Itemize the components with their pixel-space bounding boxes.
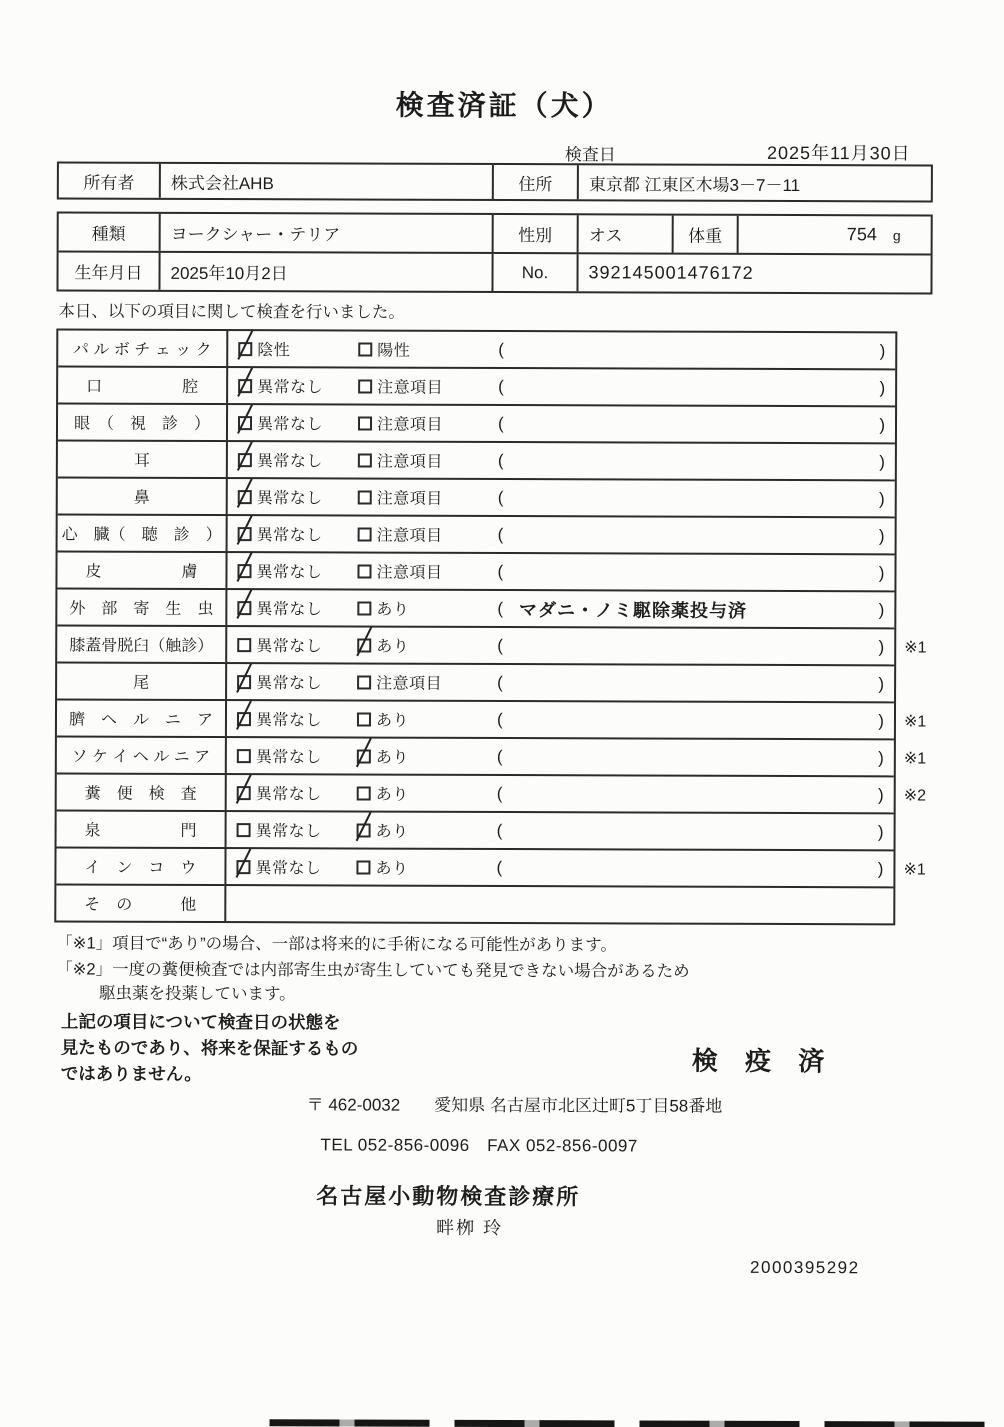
checkbox xyxy=(237,675,251,689)
remark-mark: ※1 xyxy=(903,860,926,878)
checkbox xyxy=(357,638,371,652)
exam-item-label: 心 臓（ 聴 診 ） xyxy=(58,515,228,551)
pet-row-2 xyxy=(58,250,930,292)
checkbox xyxy=(238,416,252,430)
result-note-area xyxy=(490,857,893,878)
paren-close: ) xyxy=(878,636,885,656)
exam-row xyxy=(57,698,927,738)
exam-option-2 xyxy=(357,707,491,730)
remark-mark: ※1 xyxy=(904,638,927,656)
paren-close: ) xyxy=(877,858,884,878)
result-note-area xyxy=(491,783,894,804)
option-label: あり xyxy=(376,638,410,656)
exam-date-label: 検査日 xyxy=(564,145,616,165)
exam-row xyxy=(57,550,894,590)
exam-item-label: 泉 門 xyxy=(57,811,227,847)
paren-open: ( xyxy=(496,820,503,840)
scan-artifact xyxy=(270,1419,1002,1427)
pet-table xyxy=(56,211,932,294)
option-label: 注意項目 xyxy=(376,453,443,471)
birthdate-label: 生年月日 xyxy=(74,263,143,283)
address-value: 東京都 江東区木場3－7－11 xyxy=(577,165,931,200)
result-note-area xyxy=(492,339,895,360)
exam-option-1 xyxy=(228,374,358,397)
disclaimer-text xyxy=(61,1008,359,1087)
exam-option-2 xyxy=(357,744,491,767)
breed-value: ヨークシャー・テリア xyxy=(159,214,492,252)
address-label: 住所 xyxy=(492,165,577,199)
result-note-area xyxy=(492,376,895,397)
exam-option-1 xyxy=(227,818,357,841)
paren-close: ) xyxy=(878,747,884,767)
paren-open: ( xyxy=(497,450,504,470)
exam-option-1 xyxy=(227,670,357,693)
exam-item-label: 外 部 寄 生 虫 xyxy=(57,589,227,625)
exam-row xyxy=(58,330,895,368)
exam-row xyxy=(56,883,893,923)
exam-row xyxy=(57,587,894,627)
result-note-area xyxy=(492,413,895,434)
checkbox xyxy=(357,601,371,615)
paren-open: ( xyxy=(497,413,504,433)
option-label: 異常なし xyxy=(255,823,322,841)
exam-option-1 xyxy=(227,744,357,767)
checkbox xyxy=(238,342,252,356)
exam-item-label: イ ン コ ウ xyxy=(56,848,226,884)
option-label: 陰性 xyxy=(257,342,291,360)
exam-option-1 xyxy=(227,707,357,730)
exam-option-1 xyxy=(227,596,357,619)
exam-row xyxy=(58,513,895,553)
paren-close: ) xyxy=(879,414,886,434)
option-label: 注意項目 xyxy=(376,416,444,434)
paren-close: ) xyxy=(879,340,886,360)
paren-close: ) xyxy=(878,673,885,693)
exam-option-2 xyxy=(357,559,491,582)
checkbox xyxy=(356,860,370,874)
exam-option-2 xyxy=(358,448,492,471)
pet-row-1 xyxy=(59,213,931,253)
paren-open: ( xyxy=(496,857,503,877)
paren-open: ( xyxy=(497,524,504,544)
paren-open: ( xyxy=(497,598,504,618)
paren-open: ( xyxy=(497,672,503,692)
option-label: 注意項目 xyxy=(376,527,443,545)
exam-option-2 xyxy=(358,374,492,397)
exam-item-label: 膝蓋骨脱臼（触診） xyxy=(57,626,227,662)
owner-table xyxy=(57,161,933,202)
checkbox xyxy=(237,823,251,837)
weight-label: 体重 xyxy=(672,216,737,253)
exam-item-label: ソ ケ イ ヘ ル ニ ア xyxy=(57,737,227,773)
checkbox xyxy=(237,749,251,763)
option-label: あり xyxy=(375,749,409,767)
option-label: 異常なし xyxy=(255,749,322,767)
exam-option-1 xyxy=(228,485,358,508)
checkbox xyxy=(237,786,251,800)
checkbox xyxy=(237,564,251,578)
exam-row xyxy=(57,809,894,849)
checkbox xyxy=(358,379,372,393)
option-label: あり xyxy=(375,823,409,841)
result-note-area xyxy=(491,746,894,767)
exam-option-2 xyxy=(357,633,491,656)
exam-row xyxy=(56,846,926,886)
result-note-area xyxy=(491,595,894,622)
paren-open: ( xyxy=(496,709,503,729)
number-label: No. xyxy=(491,254,576,291)
sex-label: 性別 xyxy=(492,215,577,252)
checkbox xyxy=(358,453,372,467)
paren-open: ( xyxy=(498,339,504,359)
weight-cell xyxy=(737,216,931,254)
option-label: 異常なし xyxy=(256,416,324,434)
exam-option-1 xyxy=(226,855,356,878)
option-label: 異常なし xyxy=(256,527,323,545)
paren-close: ) xyxy=(878,710,885,730)
option-label: あり xyxy=(375,712,410,730)
exam-option-2 xyxy=(357,781,491,804)
remark-mark: ※1 xyxy=(903,712,927,730)
exam-option-2 xyxy=(357,670,491,693)
exam-item-label: 臍 ヘ ル ニ ア xyxy=(57,700,227,736)
result-note-area xyxy=(491,820,894,841)
result-note-area xyxy=(492,487,895,508)
exam-item-label: そ の 他 xyxy=(56,885,226,921)
paren-open: ( xyxy=(497,487,504,507)
footnote-2-line-2: 駆虫薬を投薬しています。 xyxy=(98,984,296,1004)
paren-close: ) xyxy=(879,377,886,397)
exam-option-1 xyxy=(227,559,357,582)
result-note-area xyxy=(491,635,894,656)
owner-label: 所有者 xyxy=(83,173,135,193)
paren-close: ) xyxy=(877,821,884,841)
exam-option-2 xyxy=(357,596,491,619)
sex-value: オス xyxy=(577,215,672,252)
paren-close: ) xyxy=(878,599,885,619)
option-label: あり xyxy=(375,860,409,878)
paren-close: ) xyxy=(879,488,885,508)
option-label: 異常なし xyxy=(256,490,323,508)
exam-row xyxy=(57,624,927,664)
exam-option-1 xyxy=(228,522,358,545)
paren-open: ( xyxy=(498,376,504,396)
quarantine-stamp: 検 疫 済 xyxy=(691,1045,835,1077)
option-label: 異常なし xyxy=(256,453,323,471)
option-label: あり xyxy=(376,601,410,619)
option-label: 異常なし xyxy=(255,786,322,804)
exam-item-label: 耳 xyxy=(58,441,228,477)
veterinarian-name: 畔栁 玲 xyxy=(436,1217,504,1239)
checkbox xyxy=(358,416,372,430)
footnote-1: 「※1」項目で“あり”の場合、一部は将来的に手術になる可能性があります。 xyxy=(56,934,617,955)
paren-open: ( xyxy=(496,746,503,766)
option-label: 異常なし xyxy=(256,601,323,619)
checkbox xyxy=(237,638,251,652)
option-label: 異常なし xyxy=(255,860,322,878)
exam-option-1 xyxy=(228,411,358,434)
clinic-name: 名古屋小動物検査診療所 xyxy=(316,1183,581,1210)
paren-close: ) xyxy=(879,451,885,471)
exam-option-2 xyxy=(358,485,492,508)
checkbox xyxy=(357,564,371,578)
weight-unit: g xyxy=(892,226,901,243)
paren-close: ) xyxy=(878,784,884,804)
intro-text: 本日、以下の項目に関して検査を行いました。 xyxy=(58,302,405,322)
result-note-area xyxy=(492,524,895,545)
exam-option-1 xyxy=(228,448,358,471)
exam-item-label: 糞 便 検 査 xyxy=(57,774,227,810)
exam-option-2 xyxy=(356,855,490,878)
checkbox xyxy=(357,749,371,763)
checkbox xyxy=(238,490,252,504)
checkbox xyxy=(357,823,371,837)
paren-open: ( xyxy=(497,561,504,581)
option-label: 異常なし xyxy=(257,379,324,397)
checkbox xyxy=(238,379,252,393)
exam-option-2 xyxy=(358,411,492,434)
option-label: 異常なし xyxy=(256,564,323,582)
exam-item-label: 皮 膚 xyxy=(57,552,227,588)
option-label: あり xyxy=(375,786,409,804)
checkbox xyxy=(358,527,372,541)
checkbox xyxy=(358,490,372,504)
paren-close: ) xyxy=(878,562,885,582)
exam-row xyxy=(58,365,895,405)
exam-option-2 xyxy=(358,522,492,545)
disclaimer-line: 上記の項目について検査日の状態を xyxy=(60,1011,341,1033)
exam-row xyxy=(58,439,895,479)
exam-item-label: 口 腔 xyxy=(58,367,228,403)
checkbox xyxy=(357,675,371,689)
checkbox xyxy=(238,453,252,467)
option-label: 陽性 xyxy=(377,342,411,360)
number-value: 392145001476172 xyxy=(576,254,930,292)
exam-option-2 xyxy=(358,337,492,360)
exam-table xyxy=(54,328,927,925)
option-label: 異常なし xyxy=(256,638,323,656)
disclaimer-line: ではありません。 xyxy=(60,1063,202,1084)
option-label: 異常なし xyxy=(255,712,323,730)
disclaimer-line: 見たものであり、将来を保証するもの xyxy=(60,1037,359,1059)
birthdate-value: 2025年10月2日 xyxy=(158,253,491,291)
option-label: 注意項目 xyxy=(377,379,444,397)
result-note-area xyxy=(492,450,895,471)
exam-item-label: 眼 （ 視 診 ） xyxy=(58,404,228,440)
breed-label: 種類 xyxy=(91,224,126,244)
exam-row xyxy=(57,772,927,812)
exam-item-label: パ ル ボ チ ェ ッ ク xyxy=(58,330,228,366)
exam-row xyxy=(57,735,927,775)
result-note-area xyxy=(491,709,894,730)
exam-option-1 xyxy=(227,781,357,804)
checkbox xyxy=(237,601,251,615)
serial-number: 2000395292 xyxy=(750,1257,860,1278)
exam-item-label: 尾 xyxy=(57,663,227,699)
exam-option-2 xyxy=(357,818,491,841)
option-label: 注意項目 xyxy=(376,490,443,508)
checkbox xyxy=(236,860,250,874)
option-label: 異常なし xyxy=(256,675,323,693)
result-note-area xyxy=(491,561,894,582)
exam-option-1 xyxy=(227,633,357,656)
exam-row xyxy=(58,402,895,442)
option-label: 注意項目 xyxy=(376,675,443,693)
result-note: マダニ・ノミ駆除薬投与済 xyxy=(518,599,748,621)
checkbox xyxy=(238,527,252,541)
clinic-address: 〒 462-0032 愛知県 名古屋市北区辻町5丁目58番地 xyxy=(306,1095,723,1116)
exam-option-1 xyxy=(228,337,358,360)
exam-row xyxy=(58,476,895,516)
exam-item-label: 鼻 xyxy=(58,478,228,514)
owner-value: 株式会社AHB xyxy=(159,164,492,199)
clinic-phone: TEL 052-856-0096 FAX 052-856-0097 xyxy=(320,1135,638,1156)
footnote-2-line-1: 「※2」一度の糞便検査では内部寄生虫が寄生していても発見できない場合があるため xyxy=(56,960,690,981)
option-label: 注意項目 xyxy=(376,564,443,582)
paren-close: ) xyxy=(878,525,885,545)
exam-date-value: 2025年11月30日 xyxy=(766,142,911,164)
paren-open: ( xyxy=(497,635,503,655)
checkbox xyxy=(357,712,371,726)
remark-mark: ※2 xyxy=(903,786,927,804)
checkbox xyxy=(237,712,251,726)
paren-open: ( xyxy=(496,783,503,803)
result-note-area xyxy=(491,672,894,693)
remark-mark: ※1 xyxy=(903,749,927,767)
page-title: 検査済証（犬） xyxy=(395,89,613,122)
checkbox xyxy=(358,342,372,356)
exam-row xyxy=(57,661,894,701)
checkbox xyxy=(357,786,371,800)
weight-value: 754 xyxy=(846,224,877,245)
